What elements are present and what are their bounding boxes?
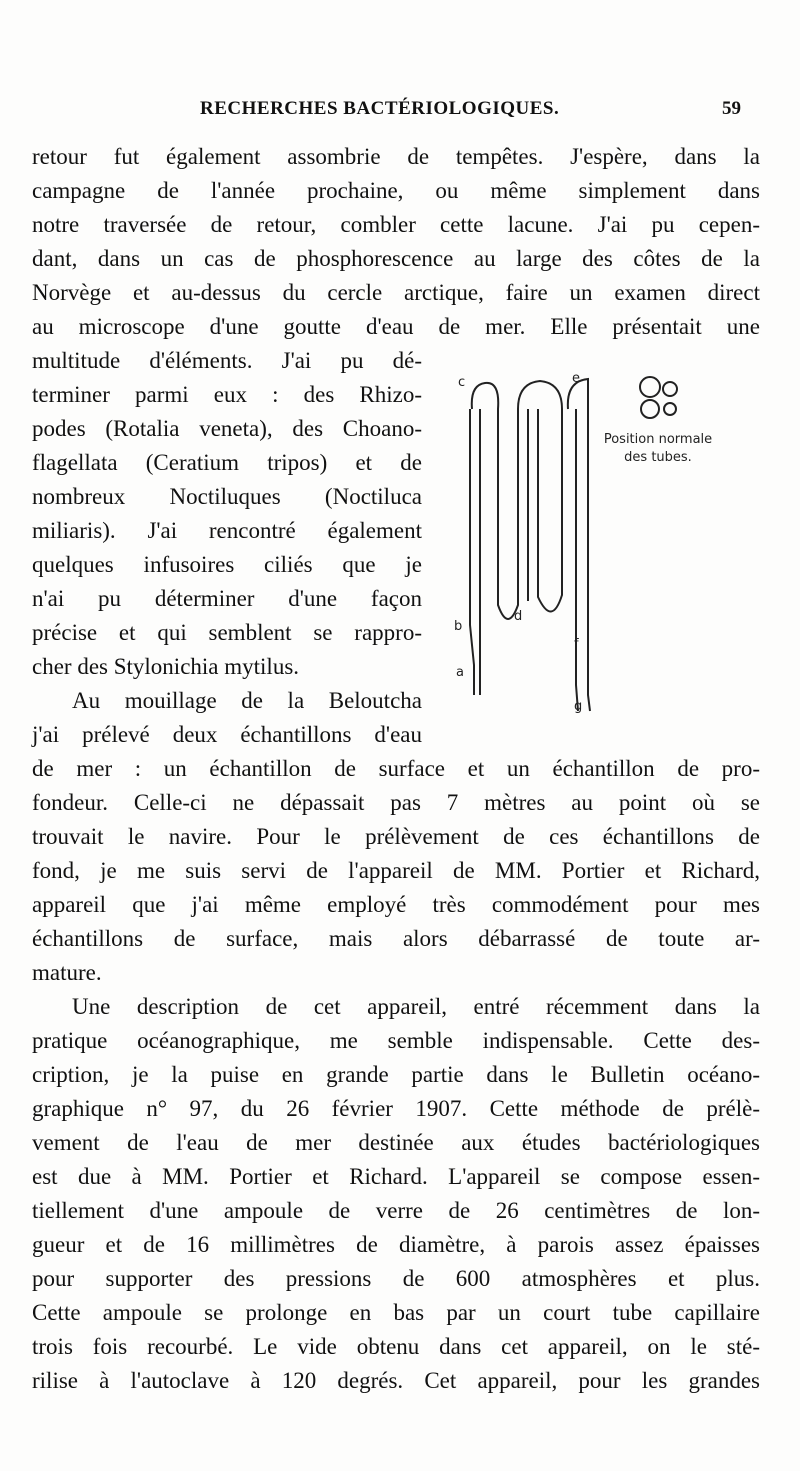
text-line: gueur et de 16 millimètres de diamètre, à parois assez épaisses <box>32 1232 760 1257</box>
tube-figure <box>440 365 770 725</box>
text-line: appareil que j'ai même employé très commodément pour mes <box>32 892 760 917</box>
text-line: est due à MM. Portier et Richard. L'appareil se compose essen- <box>32 1164 760 1189</box>
text-line: pratique océanographique, me semble indispensable. Cette des- <box>32 1028 760 1053</box>
running-title: RECHERCHES BACTÉRIOLOGIQUES. <box>200 98 560 119</box>
text-line: multitude d'éléments. J'ai pu dé- <box>32 348 422 373</box>
text-line: cription, je la puise en grande partie dans le Bulletin océano- <box>32 1062 760 1087</box>
label-g: g <box>574 699 583 714</box>
text-line: trouvait le navire. Pour le prélèvement de ces échantillons de <box>32 824 760 849</box>
text-line: tiellement d'une ampoule de verre de 26 centimètres de lon- <box>32 1198 760 1223</box>
text-line: fondeur. Celle-ci ne dépassait pas 7 mètres au point où se <box>32 790 760 815</box>
text-line: nombreux Noctiluques (Noctiluca <box>32 484 422 509</box>
caption-line: des tubes. <box>624 450 692 465</box>
label-e: e <box>572 371 580 386</box>
text-line: de mer : un échantillon de surface et un échantillon de pro- <box>32 756 760 781</box>
caption-line: Position normale <box>603 432 713 447</box>
text-line: dant, dans un cas de phosphorescence au large des côtes de la <box>32 246 760 271</box>
text-line: Cette ampoule se prolonge en bas par un court tube capillaire <box>32 1300 760 1325</box>
label-f: f <box>574 637 579 652</box>
label-b: b <box>454 619 463 634</box>
label-c: c <box>458 375 466 390</box>
text-line: Au mouillage de la Beloutcha <box>72 688 422 713</box>
text-line: trois fois recourbé. Le vide obtenu dans cet appareil, on le sté- <box>32 1334 760 1359</box>
text-line: n'ai pu déterminer d'une façon <box>32 586 422 611</box>
text-line: retour fut également assombrie de tempêtes. J'espère, dans la <box>32 144 760 169</box>
text-line: podes (Rotalia veneta), des Choano- <box>32 416 422 441</box>
text-line: Une description de cet appareil, entré récemment dans la <box>72 994 760 1019</box>
page-number: 59 <box>722 98 741 119</box>
text-line: mature. <box>32 960 102 985</box>
page-header <box>200 98 745 128</box>
text-line: fond, je me suis servi de l'appareil de MM. Portier et Richard, <box>32 858 760 883</box>
text-line: vement de l'eau de mer destinée aux études bactériologiques <box>32 1130 760 1155</box>
text-line: terminer parmi eux : des Rhizo- <box>32 382 422 407</box>
figure-caption <box>578 431 738 467</box>
text-line: flagellata (Ceratium tripos) et de <box>32 450 422 475</box>
text-line: précise et qui semblent se rappro- <box>32 620 422 645</box>
text-line: graphique n° 97, du 26 février 1907. Cette méthode de prélè- <box>32 1096 760 1121</box>
label-a: a <box>456 665 464 680</box>
text-line: au microscope d'une goutte d'eau de mer. Elle présentait une <box>32 314 760 339</box>
text-line: cher des Stylonichia mytilus. <box>32 654 300 679</box>
text-line: miliaris). J'ai rencontré également <box>32 518 422 543</box>
text-line: notre traversée de retour, combler cette lacune. J'ai pu cepen- <box>32 212 760 237</box>
text-line: quelques infusoires ciliés que je <box>32 552 422 577</box>
text-line: j'ai prélevé deux échantillons d'eau <box>32 722 422 747</box>
text-line: campagne de l'année prochaine, ou même simplement dans <box>32 178 760 203</box>
text-line: rilise à l'autoclave à 120 degrés. Cet appareil, pour les grandes <box>32 1368 760 1393</box>
text-line: échantillons de surface, mais alors débarrassé de toute ar- <box>32 926 760 951</box>
capillary-tube-diagram <box>440 365 770 725</box>
text-line: Norvège et au-dessus du cercle arctique, faire un examen direct <box>32 280 760 305</box>
text-line: pour supporter des pressions de 600 atmosphères et plus. <box>32 1266 760 1291</box>
label-d: d <box>514 609 523 624</box>
